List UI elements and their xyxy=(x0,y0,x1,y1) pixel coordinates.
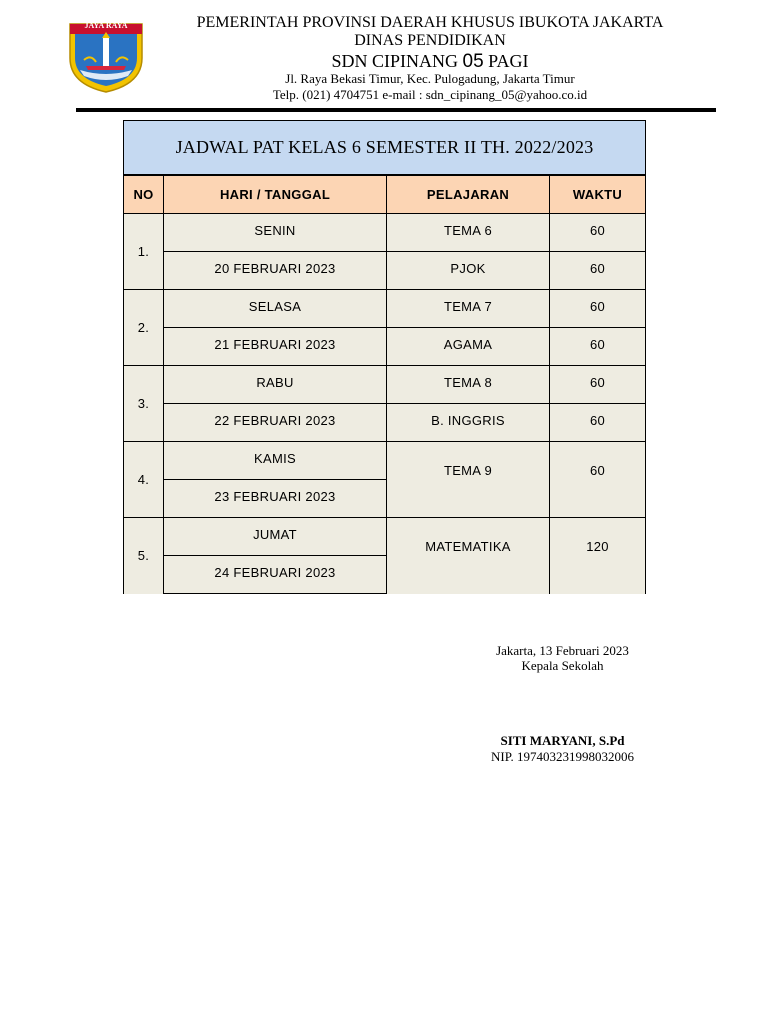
col-header-subject: PELAJARAN xyxy=(387,175,550,214)
signature-name: SITI MARYANI, S.Pd xyxy=(500,733,625,748)
table-title: JADWAL PAT KELAS 6 SEMESTER II TH. 2022/2023 xyxy=(124,121,646,176)
row-number: 1. xyxy=(124,214,164,290)
signature-nip: NIP. 197403231998032006 xyxy=(490,749,634,764)
row-date: 21 FEBRUARI 2023 xyxy=(164,328,387,366)
table-row xyxy=(124,404,646,442)
row-subject: B. INGGRIS xyxy=(387,404,550,442)
row-time: 60 xyxy=(550,214,646,252)
table-row xyxy=(124,214,646,252)
table-row xyxy=(124,252,646,290)
col-header-day-date: HARI / TANGGAL xyxy=(164,175,387,214)
header-divider xyxy=(76,108,716,112)
col-header-time: WAKTU xyxy=(550,175,646,214)
row-day: JUMAT xyxy=(164,518,387,556)
header-department: DINAS PENDIDIKAN xyxy=(354,32,506,49)
school-number: 05 xyxy=(462,51,484,72)
row-day: RABU xyxy=(164,366,387,404)
row-day: SENIN xyxy=(164,214,387,252)
header-government: PEMERINTAH PROVINSI DAERAH KHUSUS IBUKOTA JAKARTA xyxy=(196,14,664,31)
row-date: 20 FEBRUARI 2023 xyxy=(164,252,387,290)
row-time: 60 xyxy=(550,328,646,366)
row-number: 5. xyxy=(124,518,164,594)
row-date: 23 FEBRUARI 2023 xyxy=(164,480,387,518)
table-row xyxy=(124,518,646,556)
signature-place-date: Jakarta, 13 Februari 2023 xyxy=(496,643,629,658)
row-date: 24 FEBRUARI 2023 xyxy=(164,556,387,594)
school-prefix: SDN CIPINANG xyxy=(331,51,463,71)
row-day: SELASA xyxy=(164,290,387,328)
row-number: 2. xyxy=(124,290,164,366)
header-contact: Telp. (021) 4704751 e-mail : sdn_cipinang_05@yahoo.co.id xyxy=(272,87,588,102)
row-date: 22 FEBRUARI 2023 xyxy=(164,404,387,442)
schedule-table xyxy=(123,120,646,594)
row-number: 4. xyxy=(124,442,164,518)
table-row xyxy=(124,328,646,366)
row-number: 3. xyxy=(124,366,164,442)
signature-position: Kepala Sekolah xyxy=(521,658,604,673)
table-row xyxy=(124,442,646,480)
row-subject: MATEMATIKA xyxy=(387,518,550,594)
row-subject: TEMA 9 xyxy=(387,442,550,518)
row-subject: TEMA 8 xyxy=(387,366,550,404)
row-subject: AGAMA xyxy=(387,328,550,366)
table-row xyxy=(124,366,646,404)
row-time: 60 xyxy=(550,290,646,328)
row-time: 60 xyxy=(550,442,646,518)
row-subject: PJOK xyxy=(387,252,550,290)
logo-text: JAYA RAYA xyxy=(84,21,128,30)
row-time: 60 xyxy=(550,366,646,404)
row-time: 60 xyxy=(550,252,646,290)
col-header-no: NO xyxy=(124,175,164,214)
schedule-table-wrapper xyxy=(123,120,646,597)
header-school-name xyxy=(150,50,710,73)
row-time: 60 xyxy=(550,404,646,442)
header-address: Jl. Raya Bekasi Timur, Kec. Pulogadung, Jakarta Timur xyxy=(285,71,575,86)
row-subject: TEMA 6 xyxy=(387,214,550,252)
row-day: KAMIS xyxy=(164,442,387,480)
row-subject: TEMA 7 xyxy=(387,290,550,328)
row-time: 120 xyxy=(550,518,646,594)
school-suffix: PAGI xyxy=(483,51,529,71)
table-row xyxy=(124,290,646,328)
